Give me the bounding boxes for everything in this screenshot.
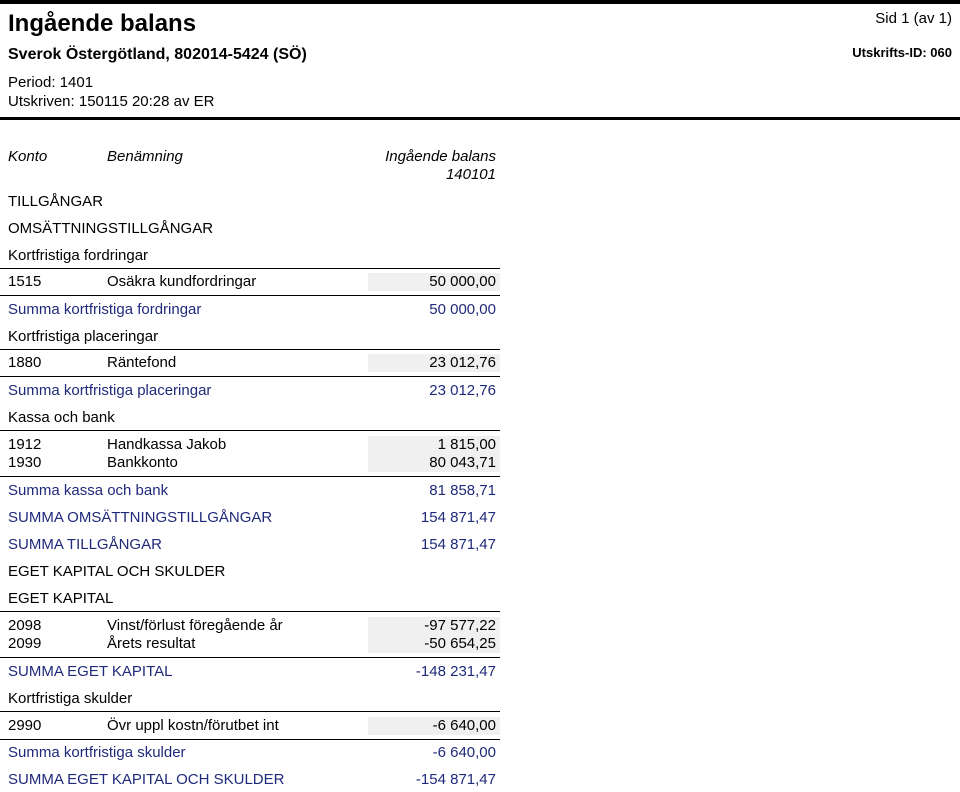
page-indicator: Sid 1 (av 1) — [875, 10, 952, 27]
header-top-rule — [0, 0, 960, 4]
sum-amount: 23 012,76 — [429, 382, 496, 399]
printed-text: Utskriven: 150115 20:28 av ER — [8, 93, 215, 110]
section-eget-kapital-och-skulder: EGET KAPITAL OCH SKULDER — [8, 563, 226, 580]
column-header-date: 140101 — [445, 166, 496, 183]
account-name: Handkassa Jakob — [107, 436, 227, 453]
table-row — [0, 273, 500, 291]
column-header-konto: Konto — [8, 148, 48, 165]
section-omsattningstillgangar: OMSÄTTNINGSTILLGÅNGAR — [8, 220, 214, 237]
section-kortfristiga-fordringar: Kortfristiga fordringar — [8, 247, 149, 264]
row-separator — [0, 739, 500, 740]
section-kortfristiga-placeringar: Kortfristiga placeringar — [8, 328, 159, 345]
account-number: 1515 — [8, 273, 42, 290]
row-separator — [0, 657, 500, 658]
row-separator — [0, 711, 500, 712]
sum-amount: 50 000,00 — [429, 301, 496, 318]
account-name: Osäkra kundfordringar — [107, 273, 257, 290]
account-amount: -6 640,00 — [432, 717, 496, 734]
sum-label: SUMMA EGET KAPITAL OCH SKULDER — [8, 771, 285, 788]
sum-label: Summa kortfristiga placeringar — [8, 382, 212, 399]
table-row — [0, 354, 500, 372]
row-separator — [0, 611, 500, 612]
organization-name: Sverok Östergötland, 802014-5424 (SÖ) — [8, 46, 307, 63]
account-amount: 80 043,71 — [429, 454, 496, 471]
sum-amount: -154 871,47 — [415, 771, 496, 788]
header-bottom-rule — [0, 117, 960, 120]
sum-label: Summa kortfristiga skulder — [8, 744, 186, 761]
sum-amount: 81 858,71 — [429, 482, 496, 499]
account-name: Räntefond — [107, 354, 177, 371]
row-separator — [0, 295, 500, 296]
account-amount: -97 577,22 — [424, 617, 496, 634]
account-amount: -50 654,25 — [424, 635, 496, 652]
row-separator — [0, 349, 500, 350]
table-row — [0, 635, 500, 653]
account-number: 2099 — [8, 635, 42, 652]
sum-label: SUMMA EGET KAPITAL — [8, 663, 173, 680]
account-name: Övr uppl kostn/förutbet int — [107, 717, 279, 734]
period-text: Period: 1401 — [8, 74, 94, 91]
sum-label: Summa kassa och bank — [8, 482, 169, 499]
sum-amount: -148 231,47 — [415, 663, 496, 680]
column-header-ingaende: Ingående balans — [385, 148, 496, 165]
sum-label: SUMMA TILLGÅNGAR — [8, 536, 162, 553]
sum-amount: 154 871,47 — [420, 536, 496, 553]
section-tillgangar: TILLGÅNGAR — [8, 193, 104, 210]
section-kortfristiga-skulder: Kortfristiga skulder — [8, 690, 133, 707]
sum-amount: 154 871,47 — [420, 509, 496, 526]
print-id: Utskrifts-ID: 060 — [852, 45, 952, 60]
report-header — [0, 0, 960, 120]
row-separator — [0, 376, 500, 377]
account-number: 1930 — [8, 454, 42, 471]
table-row — [0, 436, 500, 454]
account-number: 2098 — [8, 617, 42, 634]
table-row — [0, 717, 500, 735]
account-amount: 50 000,00 — [429, 273, 496, 290]
sum-label: Summa kortfristiga fordringar — [8, 301, 202, 318]
section-eget-kapital: EGET KAPITAL — [8, 590, 114, 607]
row-separator — [0, 268, 500, 269]
table-row — [0, 454, 500, 472]
account-number: 1912 — [8, 436, 42, 453]
column-header-benamning: Benämning — [107, 148, 183, 165]
table-row — [0, 617, 500, 635]
sum-label: SUMMA OMSÄTTNINGSTILLGÅNGAR — [8, 509, 273, 526]
account-number: 2990 — [8, 717, 42, 734]
account-name: Bankkonto — [107, 454, 178, 471]
sum-amount: -6 640,00 — [432, 744, 496, 761]
account-name: Vinst/förlust föregående år — [107, 617, 283, 634]
account-name: Årets resultat — [107, 635, 196, 652]
account-amount: 23 012,76 — [429, 354, 496, 371]
section-kassa-och-bank: Kassa och bank — [8, 409, 115, 426]
account-amount: 1 815,00 — [437, 436, 496, 453]
row-separator — [0, 430, 500, 431]
report-title: Ingående balans — [8, 10, 197, 37]
row-separator — [0, 476, 500, 477]
account-number: 1880 — [8, 354, 42, 371]
